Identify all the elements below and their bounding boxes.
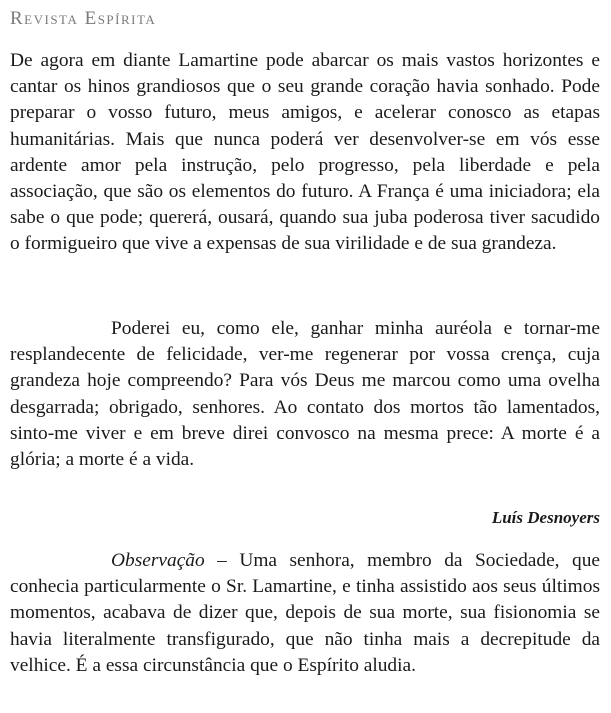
paragraph-2: Poderei eu, como ele, ganhar minha auréola e tornar-me resplandecente de felicidade, ver-me regenerar por vossa crença, cuja grandeza hoje compreendo? Para vós Deus me marcou como uma ovelha desgarrada; obrigado, senhores. Ao contato dos mortos tão lamentados, sinto-me viver e em breve direi convosco na mesma prece: A morte é a glória; a morte é a vida.: [10, 318, 600, 471]
author-signature: Luís Desnoyers: [491, 508, 600, 527]
observation-text: – Uma senhora, membro da Sociedade, que conhecia particularmente o Sr. Lamartine, e tinha assistido aos seus últimos momentos, acabava de dizer que, depois de sua morte, sua fisionomia se havia literalmente transfigurado, que não tinha mais a decrepitude da velhice. É a essa circunstância que o Espírito aludia.: [10, 550, 600, 676]
observation-label: Observação: [111, 550, 205, 571]
running-head: Revista Espírita: [10, 8, 157, 29]
observation-paragraph: [10, 548, 600, 679]
paragraph-1: De agora em diante Lamartine pode abarcar os mais vastos horizontes e cantar os hinos grandiosos que o seu grande coração havia sonhado. Pode preparar o vosso futuro, meus amigos, e acelerar conosco as etapas humanitárias. Mais que nunca poderá ver desenvolver-se em vós esse ardente amor pela instrução, pelo progresso, pela liberdade e pela associação, que são os elementos do futuro. A França é uma iniciadora; ela sabe o que pode; quererá, ousará, quando sua juba poderosa tiver sacudido o formigueiro que vive a expensas de sua virilidade e de sua grandeza.: [10, 50, 600, 255]
